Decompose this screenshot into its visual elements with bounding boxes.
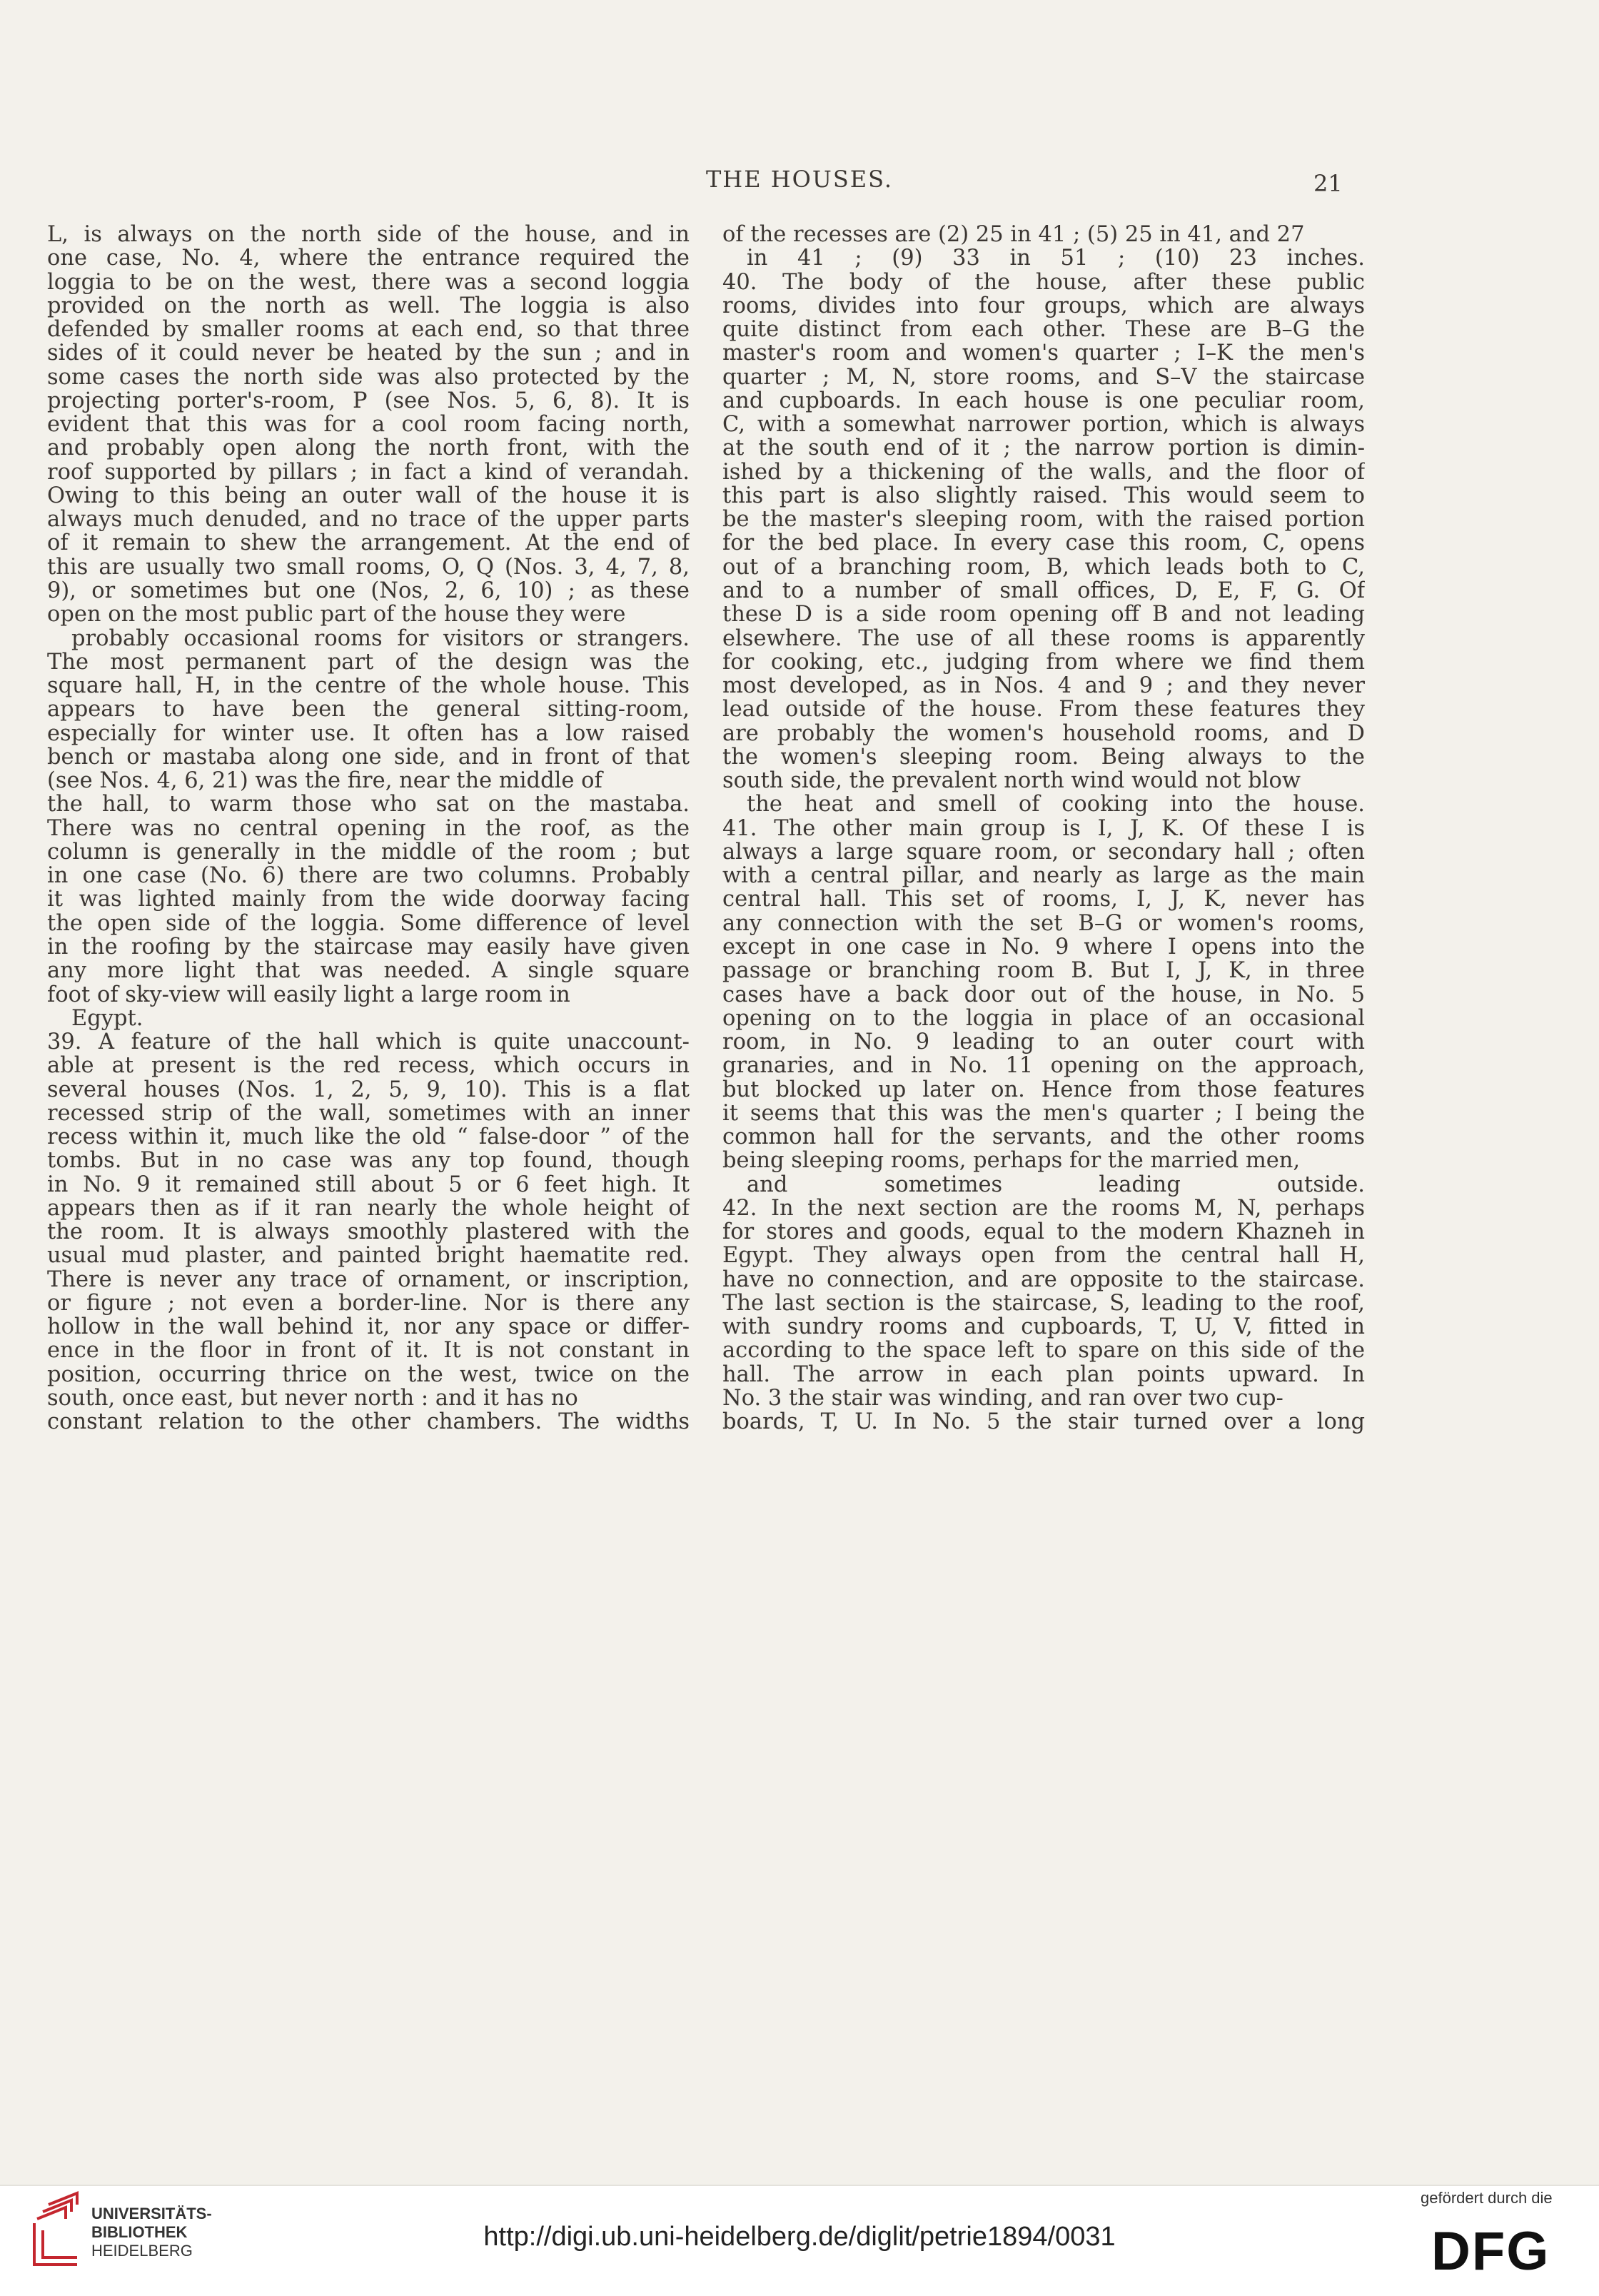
library-name-line1: UNIVERSITÄTS- <box>91 2205 212 2222</box>
text-line: the room. It is always smoothly plastered with the <box>47 1220 690 1244</box>
funded-by-text: gefördert durch die <box>1421 2189 1553 2207</box>
text-line: opening on to the loggia in place of an occasional <box>722 1006 1365 1031</box>
text-line: There is never any trace of ornament, or inscription, <box>47 1267 690 1292</box>
text-line: with sundry rooms and cupboards, T, U, V, fitted in <box>722 1315 1365 1339</box>
text-line: of the recesses are (2) 25 in 41 ; (5) 25 in 41, and 27 <box>722 223 1305 247</box>
text-line: this are usually two small rooms, O, Q (Nos. 3, 4, 7, 8, <box>47 555 690 579</box>
text-line: with a central pillar, and nearly as large as the main <box>722 864 1365 888</box>
text-line: at the south end of it ; the narrow portion is dimin- <box>722 436 1365 460</box>
text-line: south side, the prevalent north wind would not blow <box>722 769 1301 793</box>
text-line: any connection with the set B–G or women's rooms, <box>722 911 1365 935</box>
text-line: boards, T, U. In No. 5 the stair turned over a long <box>722 1410 1365 1434</box>
text-line: and to a number of small offices, D, E, F, G. Of <box>722 578 1365 603</box>
text-line: elsewhere. The use of all these rooms is apparently <box>722 626 1365 650</box>
text-line: C, with a somewhat narrower portion, which is always <box>722 413 1365 437</box>
text-line: the open side of the loggia. Some difference of level <box>47 911 690 935</box>
dfg-logo: DFG <box>1431 2221 1550 2282</box>
text-line: this part is also slightly raised. This would seem to <box>722 483 1365 508</box>
text-line: always much denuded, and no trace of the upper parts <box>47 508 690 532</box>
text-line: one case, No. 4, where the entrance required the <box>47 246 690 271</box>
library-name-line3: HEIDELBERG <box>91 2242 193 2260</box>
text-line: recessed strip of the wall, sometimes with an inner <box>47 1101 690 1126</box>
text-line: 9), or sometimes but one (Nos, 2, 6, 10) ; as these <box>47 578 690 603</box>
text-line: Owing to this being an outer wall of the house it is <box>47 483 690 508</box>
text-line: able at present is the red recess, which occurs in <box>47 1054 690 1078</box>
library-name-line2: BIBLIOTHEK <box>91 2223 188 2241</box>
text-line: ished by a thickening of the walls, and the floor of <box>722 460 1365 484</box>
text-line: in one case (No. 6) there are two columns. Probably <box>47 864 690 888</box>
text-line: quarter ; M, N, store rooms, and S–V the staircase <box>722 365 1365 389</box>
text-line: these D is a side room opening off B and not leading <box>722 603 1365 627</box>
text-line: of it remain to shew the arrangement. At the end of <box>47 531 690 555</box>
text-line: being sleeping rooms, perhaps for the married men, <box>722 1149 1301 1173</box>
text-line: any more light that was needed. A single square <box>47 959 690 983</box>
text-line: and cupboards. In each house is one peculiar room, <box>722 388 1365 413</box>
text-line: 40. The body of the house, after these public <box>722 270 1365 294</box>
text-line: 39. A feature of the hall which is quite unaccount- <box>47 1030 690 1054</box>
text-line: for stores and goods, equal to the modern Khazneh in <box>722 1220 1365 1244</box>
text-line: The most permanent part of the design was the <box>47 650 690 675</box>
text-line: some cases the north side was also protected by the <box>47 365 690 389</box>
text-line: and sometimes leading outside. <box>747 1172 1365 1197</box>
text-line: several houses (Nos. 1, 2, 5, 9, 10). This is a flat <box>47 1077 690 1102</box>
text-line: the heat and smell of cooking into the house. <box>747 792 1365 817</box>
source-url-link[interactable]: http://digi.ub.uni-heidelberg.de/diglit/petrie1894/0031 <box>483 2222 1116 2252</box>
text-line: provided on the north as well. The loggia is also <box>47 293 690 318</box>
text-line: probably occasional rooms for visitors or strangers. <box>71 626 690 650</box>
text-line: evident that this was for a cool room facing north, <box>47 413 690 437</box>
text-line: or figure ; not even a border-line. Nor is there any <box>47 1291 690 1316</box>
text-line: cases have a back door out of the house, in No. 5 <box>722 982 1365 1007</box>
text-line: central hall. This set of rooms, I, J, K, never has <box>722 887 1365 912</box>
text-line: common hall for the servants, and the other rooms <box>722 1125 1365 1149</box>
text-line: recess within it, much like the old “ false-door ” of the <box>47 1125 690 1149</box>
text-line: There was no central opening in the roof, as the <box>47 816 690 840</box>
text-line: tombs. But in no case was any top found, though <box>47 1149 690 1173</box>
text-line: master's room and women's quarter ; I–K the men's <box>722 341 1365 366</box>
text-line: for the bed place. In every case this room, C, opens <box>722 531 1365 555</box>
text-line: and probably open along the north front, with the <box>47 436 690 460</box>
text-line: 41. The other main group is I, J, K. Of these I is <box>722 816 1365 840</box>
text-line: but blocked up later on. Hence from those features <box>722 1077 1365 1102</box>
text-line: according to the space left to spare on this side of the <box>722 1339 1365 1363</box>
text-line: L, is always on the north side of the house, and in <box>47 223 690 247</box>
text-line: appears then as if it ran nearly the whole height of <box>47 1196 690 1221</box>
text-line: be the master's sleeping room, with the raised portion <box>722 508 1365 532</box>
text-line: south, once east, but never north : and it has no <box>47 1386 578 1411</box>
text-line: square hall, H, in the centre of the whole house. This <box>47 674 690 698</box>
text-line: Egypt. They always open from the central hall H, <box>722 1244 1365 1268</box>
text-line: passage or branching room B. But I, J, K, in three <box>722 959 1365 983</box>
text-line: projecting porter's-room, P (see Nos. 5, 6, 8). It is <box>47 388 690 413</box>
text-line: especially for winter use. It often has a low raised <box>47 721 690 745</box>
text-line: in the roofing by the staircase may easily have given <box>47 935 690 960</box>
text-line: loggia to be on the west, there was a second loggia <box>47 270 690 294</box>
text-line: for cooking, etc., judging from where we find them <box>722 650 1365 675</box>
text-line: most developed, as in Nos. 4 and 9 ; and they never <box>722 674 1365 698</box>
running-head: THE HOUSES. <box>705 166 894 193</box>
text-line: defended by smaller rooms at each end, so that three <box>47 318 690 342</box>
text-line: granaries, and in No. 11 opening on the approach, <box>722 1054 1365 1078</box>
text-line: column is generally in the middle of the room ; but <box>47 840 690 865</box>
text-line: in 41 ; (9) 33 in 51 ; (10) 23 inches. <box>747 246 1365 271</box>
text-line: No. 3 the stair was winding, and ran over two cup- <box>722 1386 1283 1411</box>
text-line: roof supported by pillars ; in fact a kind of verandah. <box>47 460 690 484</box>
text-line: in No. 9 it remained still about 5 or 6 feet high. It <box>47 1172 690 1197</box>
text-line: 42. In the next section are the rooms M, N, perhaps <box>722 1196 1365 1221</box>
text-line: hollow in the wall behind it, nor any space or differ- <box>47 1315 690 1339</box>
text-line: open on the most public part of the house they were <box>47 603 626 627</box>
text-line: ence in the floor in front of it. It is not constant in <box>47 1339 690 1363</box>
text-line: Egypt. <box>71 1006 143 1031</box>
text-line: out of a branching room, B, which leads both to C, <box>722 555 1365 579</box>
text-line: (see Nos. 4, 6, 21) was the fire, near the middle of <box>47 769 602 793</box>
left-text-column <box>47 223 690 1434</box>
text-line: The last section is the staircase, S, leading to the roof, <box>722 1291 1365 1316</box>
text-line: it was lighted mainly from the wide doorway facing <box>47 887 690 912</box>
text-line: sides of it could never be heated by the sun ; and in <box>47 341 690 366</box>
text-line: always a large square room, or secondary hall ; often <box>722 840 1365 865</box>
text-line: the hall, to warm those who sat on the mastaba. <box>47 792 690 817</box>
text-line: rooms, divides into four groups, which are always <box>722 293 1365 318</box>
text-line: position, occurring thrice on the west, twice on the <box>47 1362 690 1387</box>
text-line: usual mud plaster, and painted bright haematite red. <box>47 1244 690 1268</box>
text-line: except in one case in No. 9 where I opens into the <box>722 935 1365 960</box>
text-line: appears to have been the general sitting-room, <box>47 698 690 722</box>
text-line: bench or mastaba along one side, and in front of that <box>47 745 690 770</box>
text-line: room, in No. 9 leading to an outer court with <box>722 1030 1365 1054</box>
text-line: lead outside of the house. From these features they <box>722 698 1365 722</box>
right-text-column <box>722 223 1365 1434</box>
text-line: constant relation to the other chambers. The widths <box>47 1410 690 1434</box>
text-line: quite distinct from each other. These are B–G the <box>722 318 1365 342</box>
text-line: the women's sleeping room. Being always to the <box>722 745 1365 770</box>
page-number: 21 <box>1313 170 1343 197</box>
text-line: hall. The arrow in each plan points upward. In <box>722 1362 1365 1387</box>
text-line: foot of sky-view will easily light a large room in <box>47 982 570 1007</box>
text-line: are probably the women's household rooms, and D <box>722 721 1365 745</box>
text-line: have no connection, and are opposite to the staircase. <box>722 1267 1365 1292</box>
text-line: it seems that this was the men's quarter ; I being the <box>722 1101 1365 1126</box>
